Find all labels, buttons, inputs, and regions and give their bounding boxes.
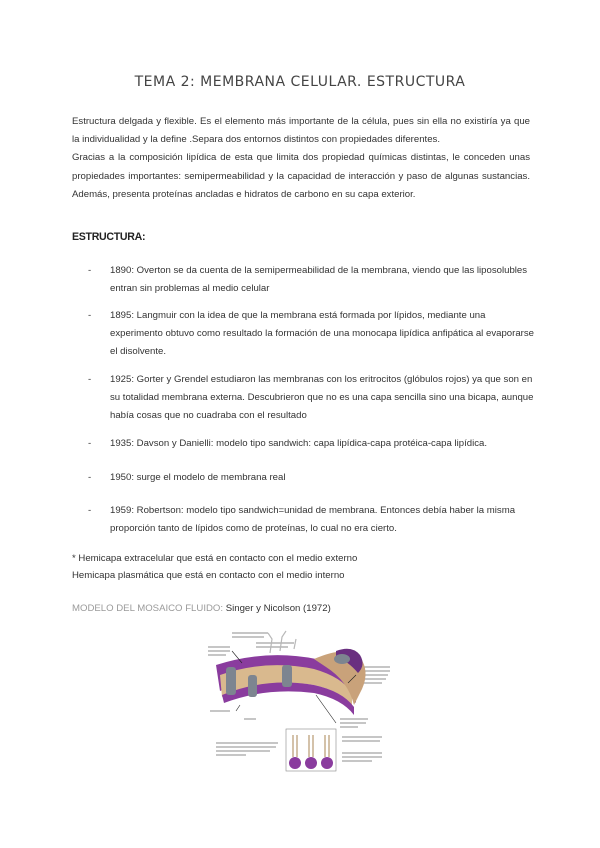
history-text: 1950: surge el modelo de membrana real <box>110 472 286 483</box>
intro-paragraph: Estructura delgada y flexible. Es el elemento más importante de la célula, pues sin ella no existiría ya que la individualidad y la define .Separa dos entornos distintos con propiedades diferentes. <box>72 116 530 146</box>
note-line: Hemicapa plasmática que está en contacto con el medio interno <box>72 570 345 581</box>
history-item <box>88 469 536 487</box>
history-text: 1890: Overton se da cuenta de la semipermeabilidad de la membrana, viendo que las liposolubles entran sin problemas al medio celular <box>110 265 528 295</box>
page-title: TEMA 2: MEMBRANA CELULAR. ESTRUCTURA <box>134 74 466 90</box>
model-label: MODELO DEL MOSAICO FLUIDO: <box>72 603 224 614</box>
hemicapa-notes <box>72 550 357 584</box>
history-item <box>88 435 536 453</box>
model-caption <box>72 603 331 614</box>
bullet-dash: - <box>88 265 92 276</box>
history-text: 1895: Langmuir con la idea de que la membrana está formada por lípidos, mediante una experimento obtuvo como resultado la formación de una monocapa lipídica anfipática al evaporarse el disolvente. <box>110 310 534 358</box>
intro-paragraph: Gracias a la composición lipídica de esta que limita dos propiedad químicas distintas, le conceden unas propiedades importantes: semipermeabilidad y la capacidad de interacción y paso de algunas sustancias. Además, presenta proteínas ancladas e hidratos de carbono en su capa exterior. <box>72 152 530 200</box>
bullet-dash: - <box>88 505 92 516</box>
glycocalyx <box>268 631 296 653</box>
bullet-dash: - <box>88 310 92 321</box>
model-authors: Singer y Nicolson (1972) <box>225 603 331 614</box>
history-item <box>88 262 536 298</box>
history-item <box>88 502 536 538</box>
note-line: * Hemicapa extracelular que está en contacto con el medio externo <box>72 553 358 564</box>
history-text: 1925: Gorter y Grendel estudiaron las membranas con los eritrocitos (glóbulos rojos) ya que son en su totalidad membrana externa. Descubrieron que no es una capa sencilla sino una bicapa, aunque había cosas que no cuadraba con el resultado <box>110 374 534 422</box>
fluid-mosaic-diagram <box>196 625 392 772</box>
history-item <box>88 307 536 362</box>
history-text: 1935: Davson y Danielli: modelo tipo sandwich: capa lipídica-capa protéica-capa lipídica. <box>110 438 488 449</box>
phospholipid-inset <box>286 729 336 771</box>
history-item <box>88 371 536 426</box>
history-text: 1959: Robertson: modelo tipo sandwich=unidad de membrana. Entonces debía haber la misma proporción tanto de lípidos como de proteínas, lo cual no era cierto. <box>110 505 516 535</box>
structure-heading: ESTRUCTURA: <box>72 231 146 243</box>
bullet-dash: - <box>88 438 92 449</box>
bullet-dash: - <box>88 472 92 483</box>
bullet-dash: - <box>88 374 92 385</box>
intro-text <box>72 113 530 204</box>
